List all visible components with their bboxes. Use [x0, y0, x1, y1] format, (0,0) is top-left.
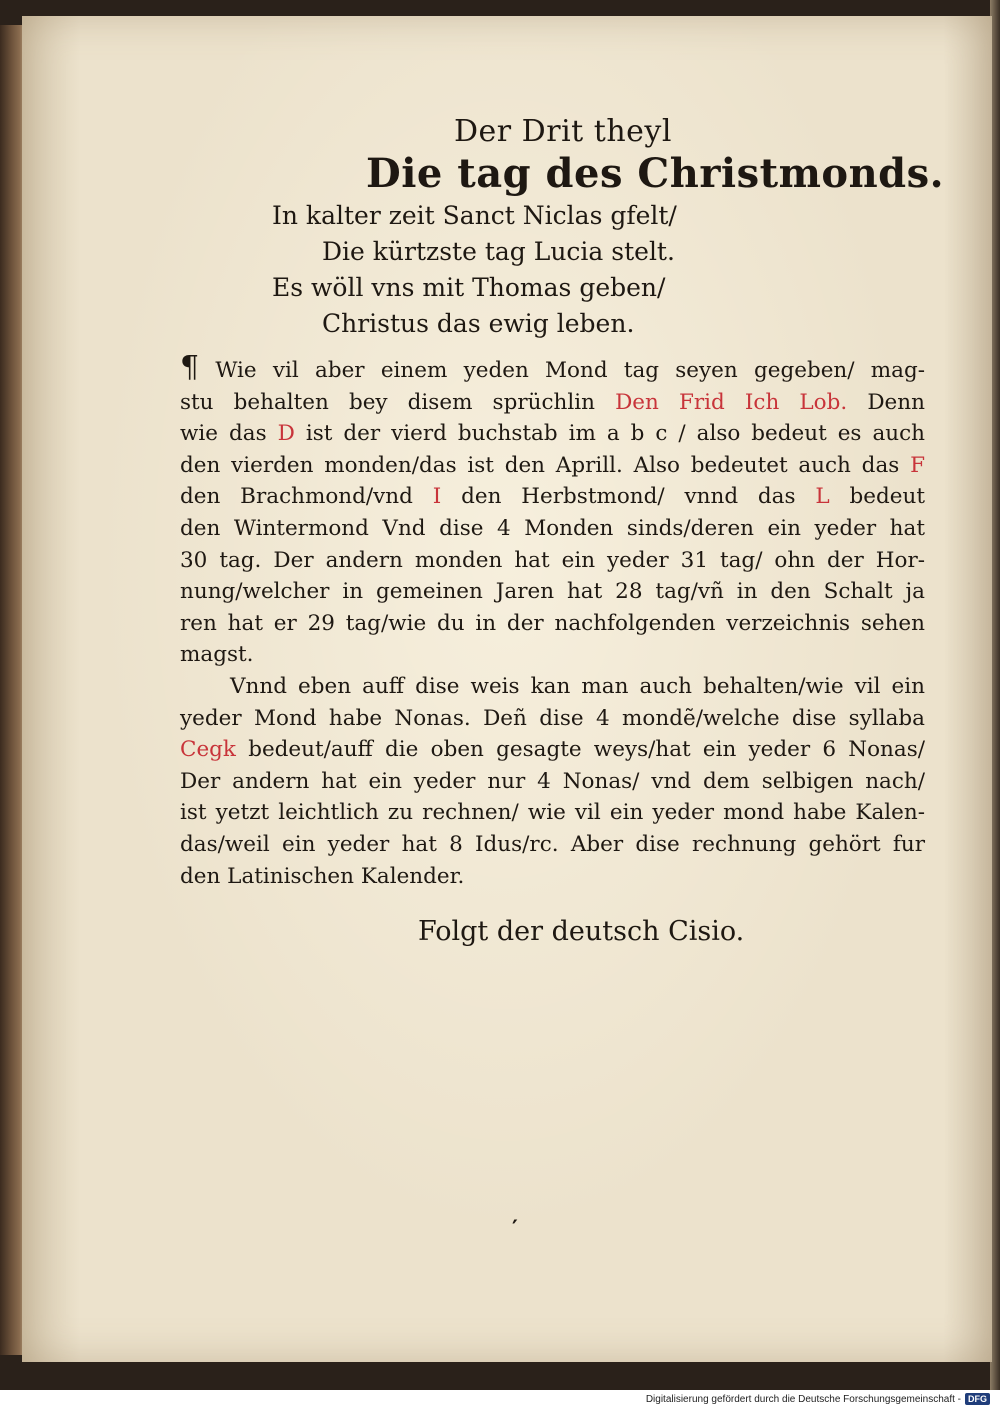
paragraph-line: 30 tag. Der andern monden hat ein yeder 31 tag/ ohn der Hor-: [180, 547, 925, 573]
paragraph-line: Cegk bedeut/auff die oben gesagte weys/hat ein yeder 6 Nonas/: [180, 737, 925, 763]
verse-line: Es wöll vns mit Thomas geben/: [272, 273, 666, 302]
section-header: Der Drit theyl: [454, 114, 672, 149]
rubric-letter: F: [910, 452, 925, 478]
rubric-word: Ich: [744, 389, 780, 415]
rubric-letter: D: [277, 421, 295, 447]
prose-block: [180, 350, 926, 892]
rubric-word: Den: [615, 389, 659, 415]
rubric-letter: L: [815, 484, 830, 510]
dfg-logo: DFG: [965, 1393, 990, 1405]
verse-line: Christus das ewig leben.: [322, 309, 635, 338]
paragraph-line: den Brachmond/vnd I den Herbstmond/ vnnd das L bedeut: [180, 484, 925, 510]
paragraph-line: den vierden monden/das ist den Aprill. Also bedeutet auch das F: [180, 452, 925, 478]
digitization-footer: [646, 1393, 990, 1405]
paragraph-line: Vnnd eben auff dise weis kan man auch behalten/wie vil ein: [230, 673, 925, 699]
rubric-word: Lob.: [799, 389, 848, 415]
paragraph-line: den Latinischen Kalender.: [180, 863, 465, 889]
paragraph-line: wie das D ist der vierd buchstab im a b c / also bedeut es auch: [180, 421, 926, 447]
paragraph-line: den Wintermond Vnd dise 4 Monden sinds/deren ein yeder hat: [180, 515, 925, 541]
footer-credit: Digitalisierung gefördert durch die Deutsche Forschungsgemeinschaft -: [645, 1393, 961, 1405]
closing-line: Folgt der deutsch Cisio.: [418, 916, 745, 947]
paragraph-line: ¶ Wie vil aber einem yeden Mond tag seyen gegeben/ mag-: [180, 350, 925, 385]
paragraph-line: nung/welcher in gemeinen Jaren hat 28 tag/vñ in den Schalt ja: [180, 579, 925, 605]
paragraph-line: ist yetzt leichtlich zu rechnen/ wie vil ein yeder mond habe Kalen-: [180, 800, 925, 826]
signature-mark-icon: ′: [512, 1216, 518, 1242]
paragraph-line: ren hat er 29 tag/wie du in der nachfolgenden verzeichnis sehen: [180, 610, 925, 636]
pilcrow-icon: ¶: [180, 350, 200, 385]
paragraph-line: das/weil ein yeder hat 8 Idus/rc. Aber dise rechnung gehört fur: [180, 831, 925, 857]
verse-line: Die kürtzste tag Lucia stelt.: [322, 237, 675, 266]
page-title: Die tag des Christmonds.: [366, 150, 945, 197]
paragraph-line: magst.: [180, 642, 254, 668]
verse-block: [272, 198, 677, 342]
rubric-letter: I: [432, 484, 442, 510]
paragraph-line: stu behalten bey disem sprüchlin Den Frid Ich Lob. Denn: [180, 389, 925, 415]
rubric-word: Cegk: [180, 737, 236, 763]
rubric-word: Frid: [678, 389, 725, 415]
verse-line: In kalter zeit Sanct Niclas gfelt/: [272, 201, 677, 230]
paragraph-line: yeder Mond habe Nonas. Deñ dise 4 mondẽ/welche dise syllaba: [180, 705, 925, 731]
paragraph-line: Der andern hat ein yeder nur 4 Nonas/ vnd dem selbigen nach/: [180, 768, 925, 794]
